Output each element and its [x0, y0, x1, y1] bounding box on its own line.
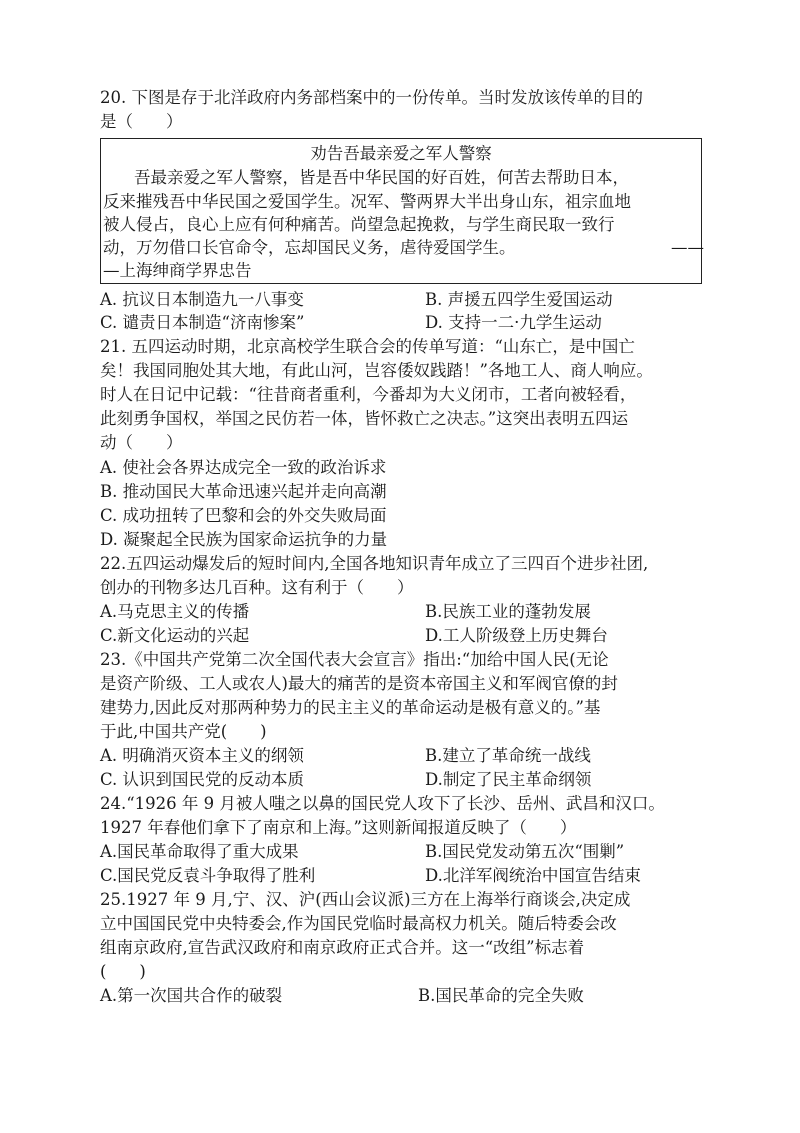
q23-stem-line-2: 是资产阶级、工人或农人)最大的痛苦的是资本帝国主义和军阀官僚的封 — [100, 674, 618, 693]
q20-flyer-box — [100, 138, 702, 284]
q20-option-d: D. 支持一二·九学生运动 — [425, 313, 602, 332]
q20-option-c: C. 谴责日本制造“济南惨案” — [100, 313, 305, 332]
q25-option-a: A.第一次国共合作的破裂 — [100, 986, 283, 1005]
flyer-line-3: 被人侵占，良心上应有何种痛苦。尚望急起挽救，与学生商民取一致行 — [103, 215, 615, 234]
flyer-title: 劝告吾最亲爱之军人警察 — [310, 144, 492, 163]
flyer-signature: —上海绅商学界忠告 — [103, 261, 252, 280]
q23-stem-line-3: 建势力,因此反对那两种势力的民主主义的革命运动是极有意义的。”基 — [100, 698, 601, 717]
q22-option-b: B.民族工业的蓬勃发展 — [425, 602, 591, 621]
q22-stem-line-2: 创办的刊物多达几百种。这有利于（ ） — [100, 578, 414, 597]
q21-stem-line-5: 动（ ） — [100, 433, 183, 452]
q24-option-b: B.国民党发动第五次“围剿” — [425, 842, 625, 861]
q21-stem-line-4: 此刻勇争国权，举国之民仿若一体，皆怀救亡之决志。”这突出表明五四运 — [100, 409, 629, 428]
q23-option-d: D.制定了民主革命纲领 — [425, 770, 592, 789]
q22-option-d: D.工人阶级登上历史舞台 — [425, 626, 608, 645]
flyer-line-4: 动，万勿借口长官命令，忘却国民义务，虐待爱国学生。 — [103, 238, 516, 257]
flyer-line-2: 反来摧残吾中华民国之爱国学生。况军、警两界大半出身山东，祖宗血地 — [103, 192, 631, 211]
q25-option-b: B.国民革命的完全失败 — [418, 986, 584, 1005]
flyer-line-1: 吾最亲爱之军人警察，皆是吾中华民国的好百姓，何苦去帮助日本， — [134, 168, 629, 187]
q20-stem-line-1: 20. 下图是存于北洋政府内务部档案中的一份传单。当时发放该传单的目的 — [100, 88, 643, 107]
q24-option-d: D.北洋军阀统治中国宣告结束 — [425, 866, 641, 885]
q22-stem-line-1: 22.五四运动爆发后的短时间内,全国各地知识青年成立了三四百个进步社团, — [100, 554, 649, 573]
q21-stem-line-3: 时人在日记中记载：“往昔商者重利，今番却为大义闭市，工者向被轻看， — [100, 385, 637, 404]
q22-option-c: C.新文化运动的兴起 — [100, 626, 250, 645]
q24-option-a: A.国民革命取得了重大成果 — [100, 842, 299, 861]
q21-stem-line-1: 21. 五四运动时期，北京高校学生联合会的传单写道：“山东亡，是中国亡 — [100, 337, 635, 356]
q20-option-a: A. 抗议日本制造九一八事变 — [100, 290, 304, 309]
q21-option-a: A. 使社会各界达成完全一致的政治诉求 — [100, 458, 387, 477]
q24-stem-line-2: 1927 年春他们拿下了南京和上海。”这则新闻报道反映了（ ） — [100, 818, 577, 837]
q25-stem-line-4: ( ) — [100, 962, 146, 981]
q23-stem-line-4: 于此,中国共产党( ) — [100, 722, 267, 741]
q24-option-c: C.国民党反袁斗争取得了胜利 — [100, 866, 316, 885]
q23-option-a: A. 明确消灭资本主义的纲领 — [100, 746, 304, 765]
q25-stem-line-3: 组南京政府,宣告武汉政府和南京政府正式合并。这一“改组”标志着 — [100, 938, 585, 957]
q20-stem-line-2: 是（ ） — [100, 112, 183, 131]
q23-option-c: C. 认识到国民党的反动本质 — [100, 770, 305, 789]
q22-option-a: A.马克思主义的传播 — [100, 602, 250, 621]
q23-option-b: B.建立了革命统一战线 — [425, 746, 591, 765]
q23-stem-line-1: 23.《中国共产党第二次全国代表大会宣言》指出:“加给中国人民(无论 — [100, 650, 609, 669]
q20-option-b: B. 声援五四学生爱国运动 — [425, 290, 613, 309]
flyer-dash: —— — [671, 238, 704, 257]
q21-option-d: D. 凝聚起全民族为国家命运抗争的力量 — [100, 530, 388, 549]
q21-stem-line-2: 矣！我国同胞处其大地，有此山河，岂容倭奴践踏！”各地工人、商人响应。 — [100, 361, 653, 380]
q24-stem-line-1: 24.“1926 年 9 月被人嗤之以鼻的国民党人攻下了长沙、岳州、武昌和汉口。 — [100, 794, 665, 813]
q25-stem-line-2: 立中国国民党中央特委会,作为国民党临时最高权力机关。随后特委会改 — [100, 914, 617, 933]
q21-option-c: C. 成功扭转了巴黎和会的外交失败局面 — [100, 506, 387, 525]
q21-option-b: B. 推动国民大革命迅速兴起并走向高潮 — [100, 482, 387, 501]
q25-stem-line-1: 25.1927 年 9 月,宁、汉、沪(西山会议派)三方在上海举行商谈会,决定成 — [100, 890, 631, 909]
